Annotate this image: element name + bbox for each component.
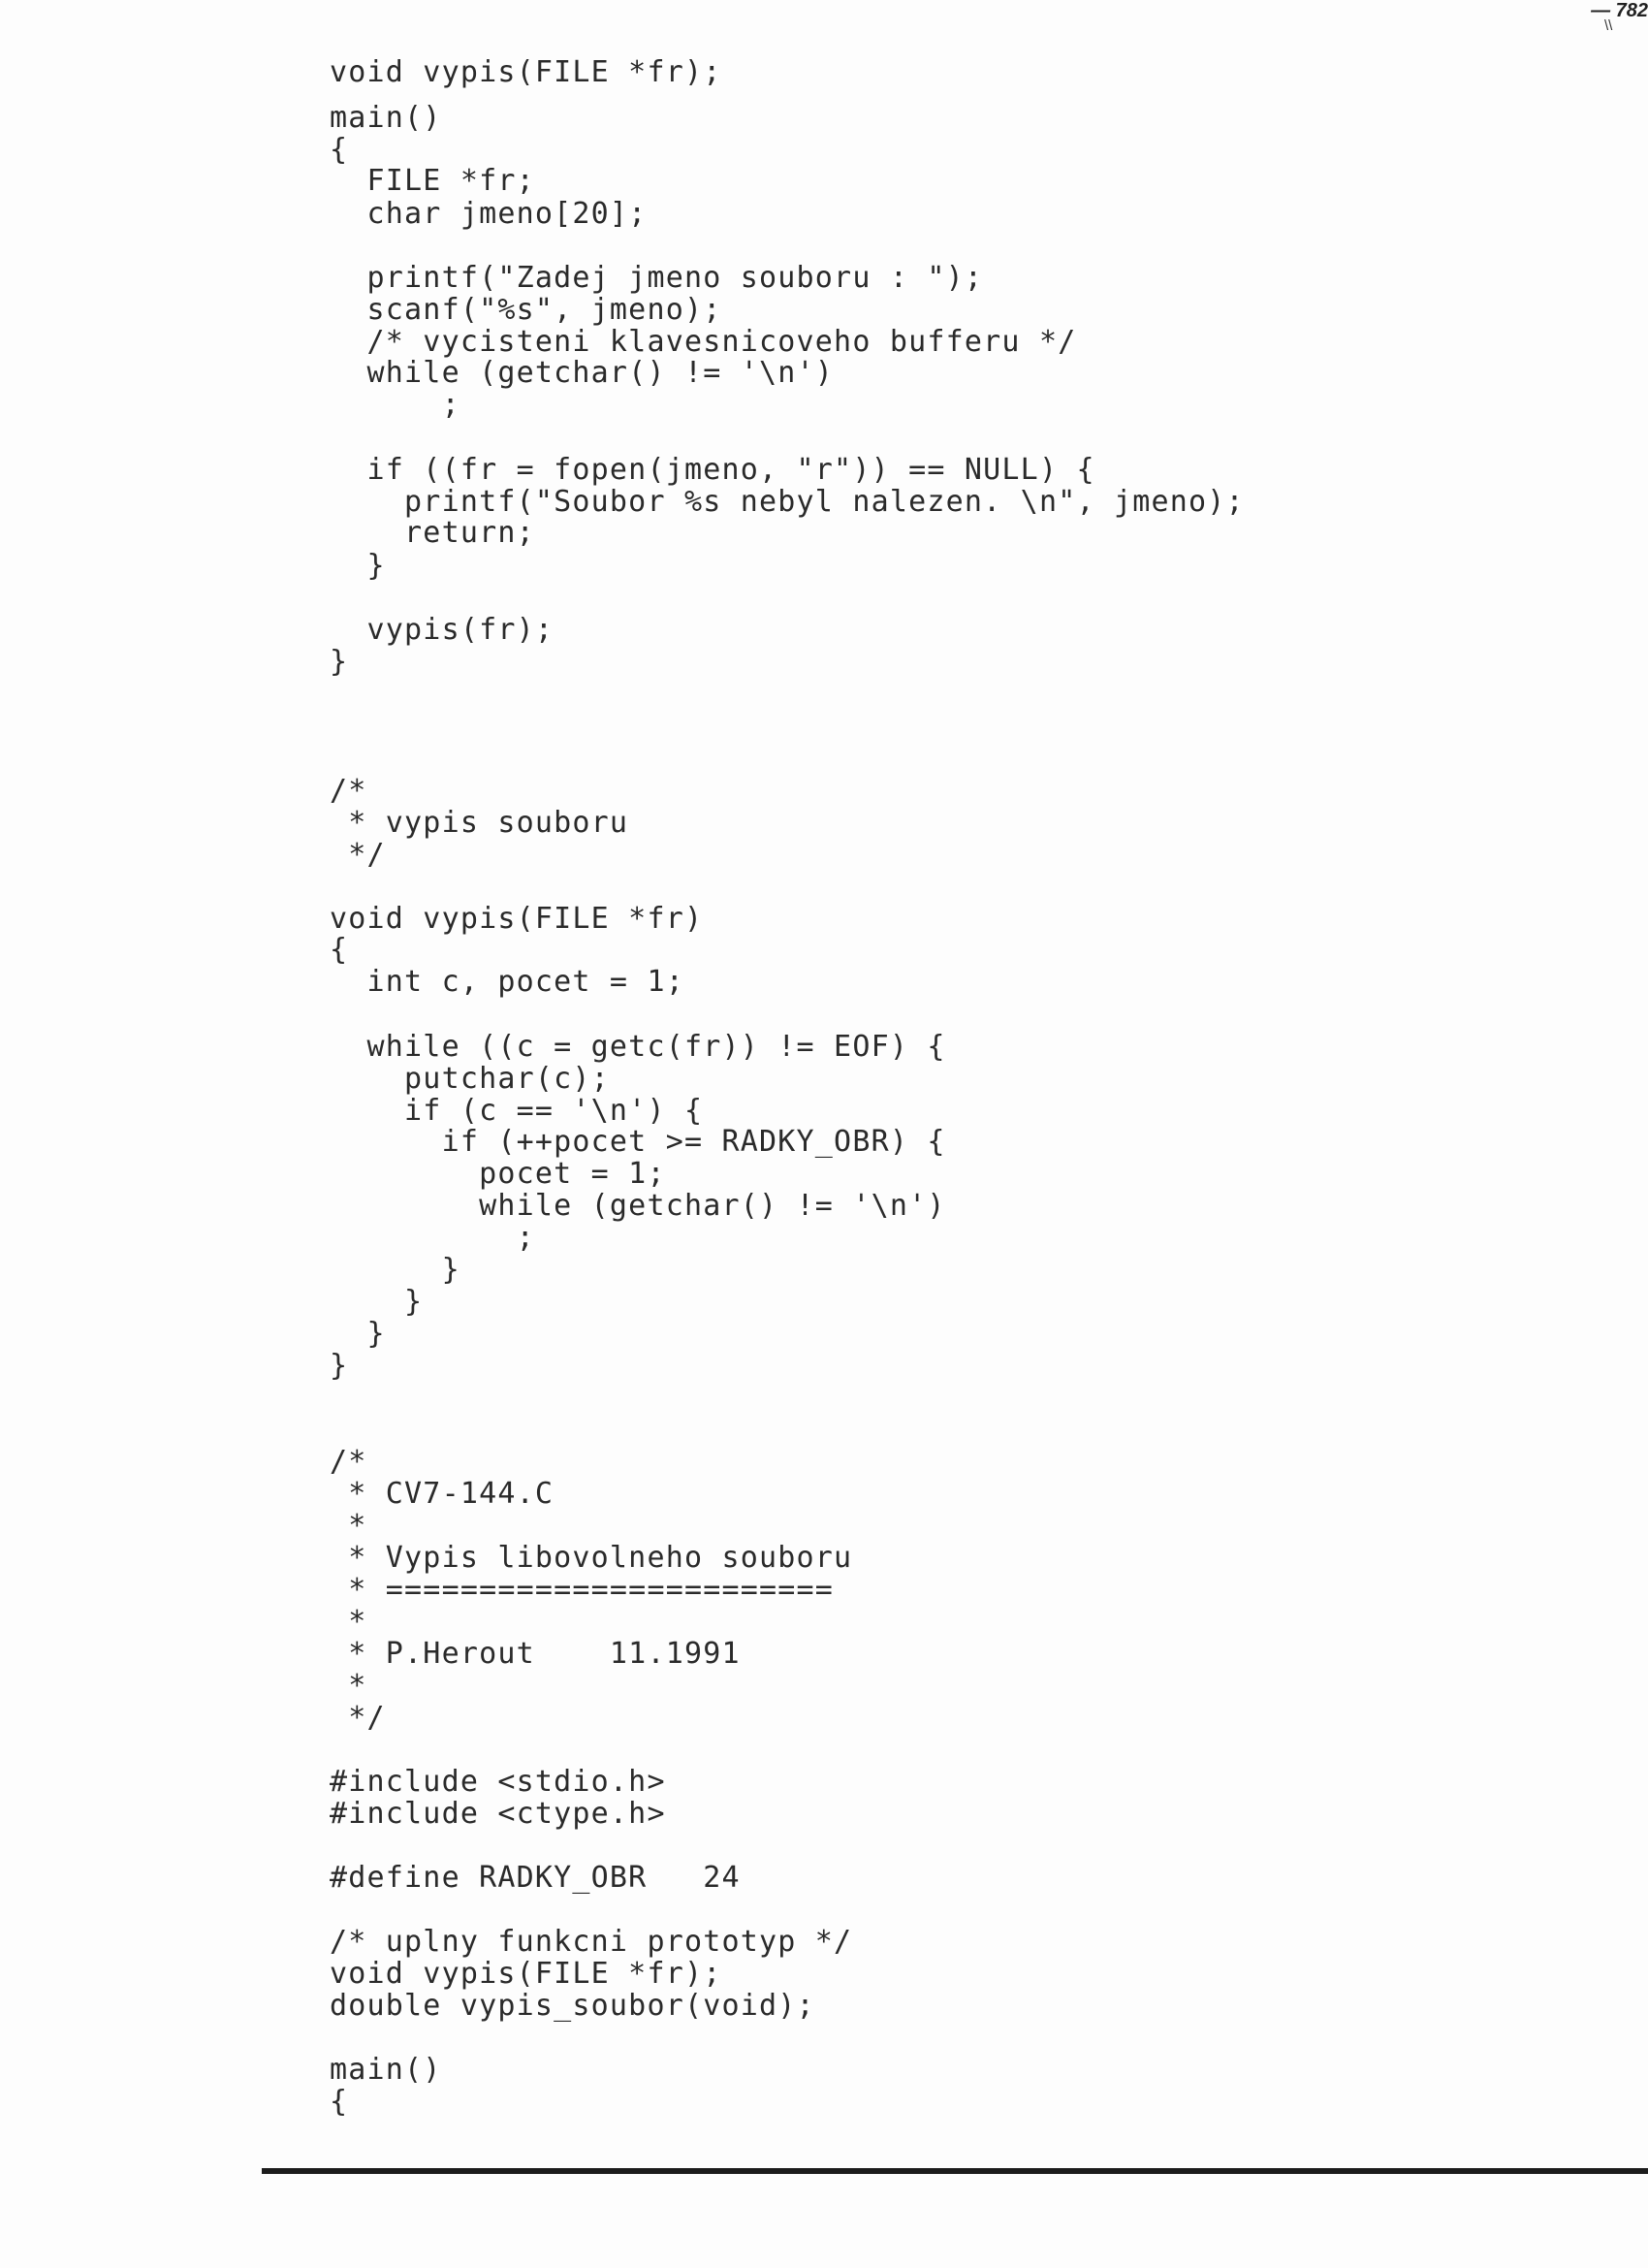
code-line: void vypis(FILE *fr); <box>330 1957 722 1991</box>
code-line: vypis(fr); <box>330 613 555 647</box>
code-line: #include <ctype.h> <box>330 1797 666 1831</box>
code-line: /* uplny funkcni prototyp */ <box>330 1925 853 1959</box>
code-line: /* vycisteni klavesnicoveho bufferu */ <box>330 325 1077 359</box>
margin-annotation: — 782 <box>1591 0 1648 21</box>
code-line: if (c == '\n') { <box>330 1094 704 1128</box>
bottom-rule <box>262 2168 1648 2174</box>
code-line: char jmeno[20]; <box>330 197 648 231</box>
code-line: { <box>330 2085 349 2119</box>
code-line: */ <box>330 838 386 872</box>
code-line: int c, pocet = 1; <box>330 965 684 999</box>
code-line: main() <box>330 101 442 135</box>
code-line: pocet = 1; <box>330 1157 666 1191</box>
code-line: if ((fr = fopen(jmeno, "r")) == NULL) { <box>330 453 1095 487</box>
code-line: ; <box>330 1221 535 1255</box>
code-line: while ((c = getc(fr)) != EOF) { <box>330 1030 946 1064</box>
code-line: while (getchar() != '\n') <box>330 1189 946 1223</box>
code-line: { <box>330 133 349 167</box>
code-line: */ <box>330 1701 386 1735</box>
code-line: * <box>330 1605 367 1639</box>
code-line: ; <box>330 388 460 422</box>
code-line: main() <box>330 2053 442 2087</box>
code-line: #include <stdio.h> <box>330 1765 666 1799</box>
code-line: double vypis_soubor(void); <box>330 1989 815 2023</box>
code-line: printf("Zadej jmeno souboru : "); <box>330 261 984 295</box>
code-line: while (getchar() != '\n') <box>330 356 835 390</box>
margin-annotation-small: \\ <box>1604 17 1613 34</box>
code-line: * P.Herout 11.1991 <box>330 1637 741 1671</box>
code-line: * vypis souboru <box>330 806 629 840</box>
code-line: * CV7-144.C <box>330 1477 555 1511</box>
code-line: * <box>330 1509 367 1543</box>
code-line: } <box>330 645 349 679</box>
code-line: FILE *fr; <box>330 164 535 198</box>
code-line: /* <box>330 1445 367 1479</box>
code-line: } <box>330 1253 460 1287</box>
code-line: #define RADKY_OBR 24 <box>330 1861 741 1895</box>
code-line: return; <box>330 516 535 550</box>
code-line: printf("Soubor %s nebyl nalezen. \n", jmeno); <box>330 485 1245 519</box>
code-line: } <box>330 1349 349 1383</box>
code-line: putchar(c); <box>330 1062 610 1096</box>
code-line: if (++pocet >= RADKY_OBR) { <box>330 1125 946 1159</box>
code-line: * ======================== <box>330 1573 835 1607</box>
code-line: } <box>330 1285 424 1319</box>
code-line: { <box>330 933 349 967</box>
code-line: * Vypis libovolneho souboru <box>330 1541 853 1575</box>
code-line: void vypis(FILE *fr) <box>330 902 704 936</box>
code-line: /* <box>330 774 367 808</box>
code-line: void vypis(FILE *fr); <box>330 55 722 89</box>
code-line: } <box>330 549 386 583</box>
code-line: * <box>330 1669 367 1703</box>
code-line: } <box>330 1317 386 1351</box>
code-line: scanf("%s", jmeno); <box>330 293 722 327</box>
